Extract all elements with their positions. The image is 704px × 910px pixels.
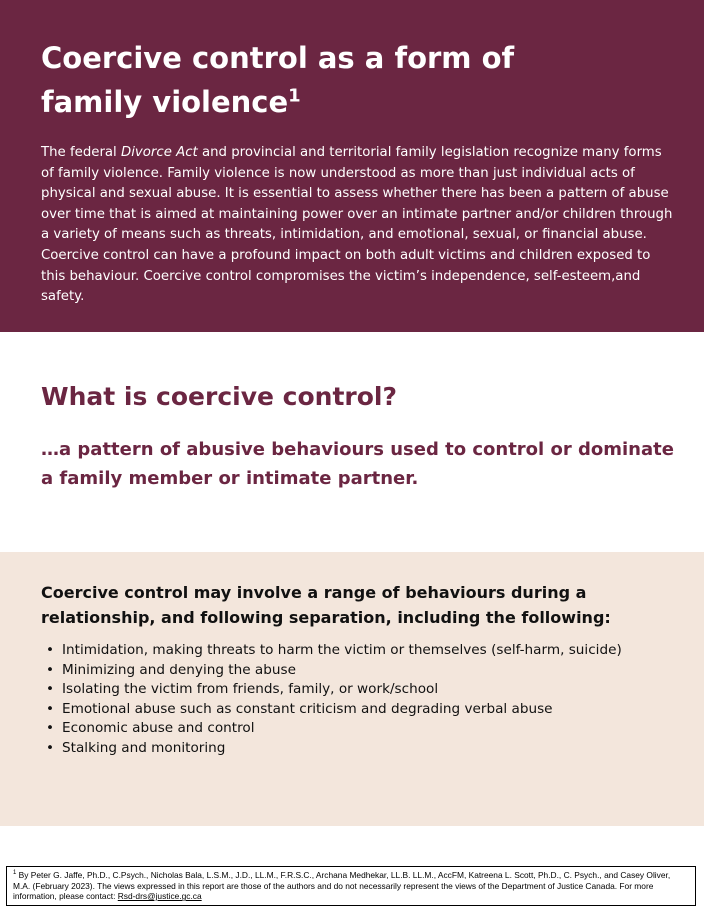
title-line-2: family violence [41,85,289,119]
header-banner [0,0,704,332]
page-title [41,36,661,124]
behaviours-section [0,552,704,826]
divorce-act-title: Divorce Act [120,145,198,160]
behaviours-list [41,641,691,759]
intro-paragraph [41,143,676,308]
list-item: • Minimizing and denying the abuse [41,661,691,681]
list-item: • Stalking and monitoring [41,739,691,759]
footnote-box [6,866,696,906]
definition-text: …a pattern of abusive behaviours used to control or dominate a family member or intimate partner. [41,439,674,489]
intro-text-rest: and provincial and territorial family legislation recognize many forms of family violence. Family violence is now understood as more than just individual acts of physical and sexual abuse. It is essential to assess whether there has been a pattern of abuse over time that is aimed at maintaining power over an intimate partner and/or children through a variety of means such as threats, intimidation, and emotional, sexual, or financial abuse. Coercive control can have a profound impact on both adult victims and children exposed to this behaviour. Coercive control compromises the victim’s independence, self-esteem,and safety. [41,145,673,305]
list-item: • Economic abuse and control [41,719,691,739]
list-item: • Emotional abuse such as constant criticism and degrading verbal abuse [41,700,691,720]
list-item: • Isolating the victim from friends, family, or work/school [41,680,691,700]
intro-text-start: The federal [41,145,121,160]
footnote-mark: 1 [13,870,17,877]
behaviours-heading: Coercive control may involve a range of behaviours during a relationship, and following separation, including the following: [41,583,611,627]
definition-section [0,332,704,552]
title-line-1: Coercive control as a form of [41,41,515,75]
list-item: • Intimidation, making threats to harm the victim or themselves (self-harm, suicide) [41,641,691,661]
title-footnote-mark: 1 [288,85,301,107]
contact-email-link[interactable]: Rsd-drs@justice.gc.ca [117,891,202,902]
definition-heading: What is coercive control? [41,382,397,411]
footnote-text: By Peter G. Jaffe, Ph.D., C.Psych., Nicholas Bala, L.S.M., J.D., LL.M., F.R.S.C., Archana Medhekar, LL.B. LL.M., AccFM, Katreena L. Scott, Ph.D., C. Psych., and Casey Oliver, M.A. (February 2023). The views expressed in this report are those of the authors and do not necessarily represent the views of the Department of Justice Canada. For more information, please contact: [13,870,671,902]
